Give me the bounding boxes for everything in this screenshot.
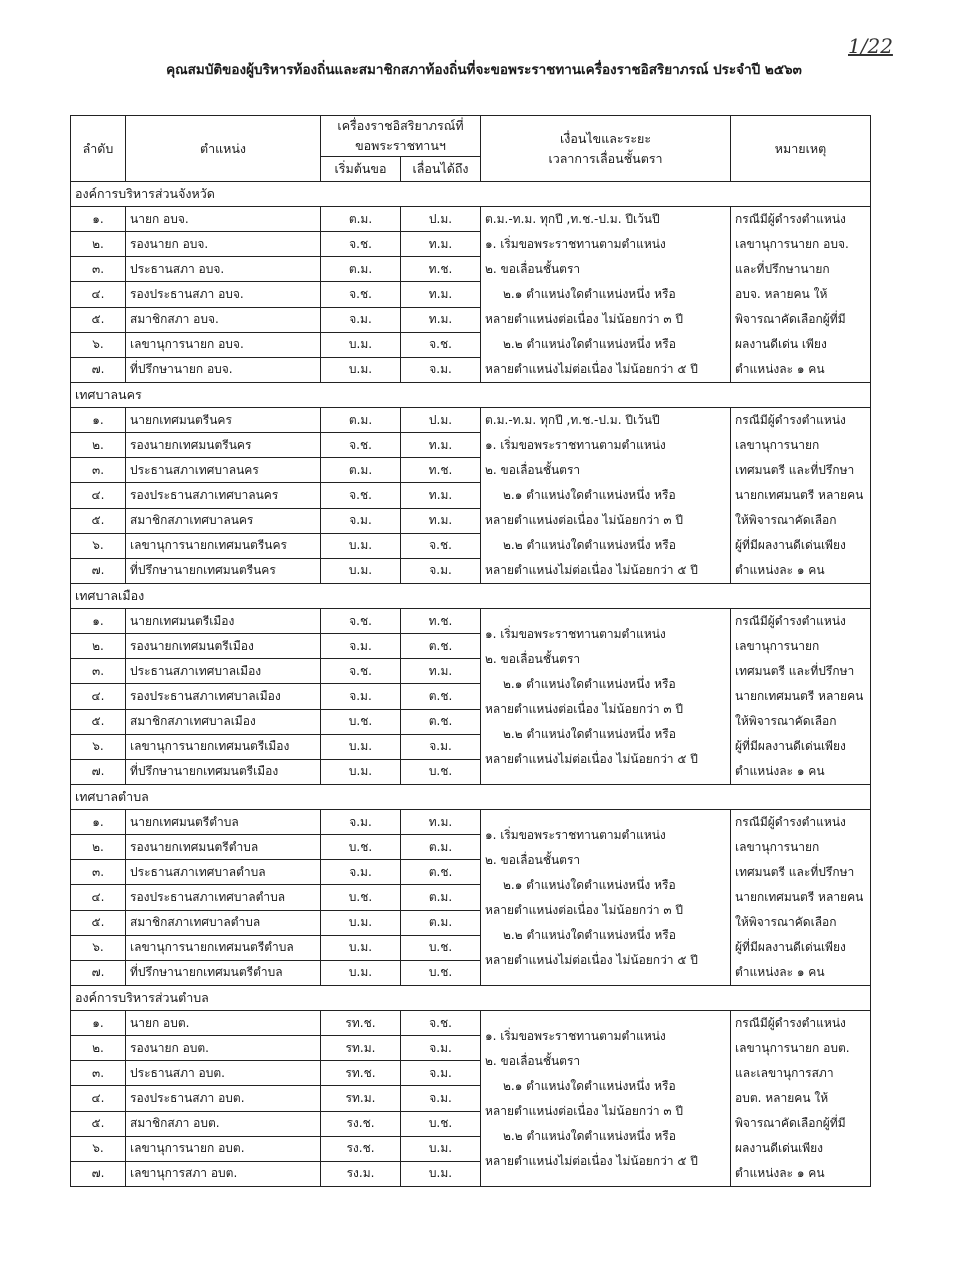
position-name: รองนายก อบจ. [126, 232, 321, 257]
row-number: ๗. [71, 759, 126, 784]
position-name: นายกเทศมนตรีเมือง [126, 609, 321, 634]
start-level: รง.ช. [321, 1111, 401, 1136]
remark-line: ผู้ที่มีผลงานดีเด่นเพียง [735, 940, 846, 954]
condition-line: ๒.๒ ตำแหน่งใดตำแหน่งหนึ่ง หรือ [503, 1128, 676, 1143]
remark-line: อบจ. หลายคน ให้ [735, 287, 828, 301]
remarks-cell [731, 810, 871, 986]
row-number: ๑. [71, 408, 126, 433]
max-level: ต.ช. [401, 684, 481, 709]
row-number: ๑. [71, 1011, 126, 1036]
condition-line: หลายตำแหน่งไม่ต่อเนื่อง ไม่น้อยกว่า ๕ ปี [485, 1153, 698, 1168]
max-level: ต.ม. [401, 885, 481, 910]
condition-line: ๑. เริ่มขอพระราชทานตามตำแหน่ง [485, 626, 666, 641]
remark-line: กรณีมีผู้ดำรงตำแหน่ง [735, 212, 846, 226]
start-level: บ.ม. [321, 533, 401, 558]
start-level: จ.ช. [321, 282, 401, 307]
row-number: ๒. [71, 835, 126, 860]
position-name: เลขานุการสภา อบต. [126, 1161, 321, 1186]
row-number: ๑. [71, 207, 126, 232]
position-name: ประธานสภาเทศบาลนคร [126, 458, 321, 483]
start-level: จ.ช. [321, 232, 401, 257]
remark-line: นายกเทศมนตรี หลายคน [735, 488, 864, 502]
max-level: ป.ม. [401, 408, 481, 433]
table-row [71, 408, 871, 433]
row-number: ๒. [71, 232, 126, 257]
position-name: เลขานุการนายก อบจ. [126, 332, 321, 357]
start-level: ต.ม. [321, 408, 401, 433]
max-level: จ.ม. [401, 357, 481, 382]
row-number: ๗. [71, 558, 126, 583]
row-number: ๔. [71, 684, 126, 709]
conditions-cell [481, 609, 731, 785]
start-level: รง.ม. [321, 1161, 401, 1186]
row-number: ๖. [71, 533, 126, 558]
remark-line: ตำแหน่งละ ๑ คน [735, 362, 825, 376]
header-decoration [321, 116, 481, 157]
condition-line: ต.ม.-ท.ม. ทุกปี ,ท.ช.-ป.ม. ปีเว้นปี [485, 413, 660, 427]
header-conditions-line2: เวลาการเลื่อนชั้นตรา [548, 150, 663, 166]
position-name: ที่ปรึกษานายกเทศมนตรีเมือง [126, 759, 321, 784]
position-name: ที่ปรึกษานายก อบจ. [126, 357, 321, 382]
header-order: ลำดับ [71, 116, 126, 182]
row-number: ๓. [71, 1061, 126, 1086]
condition-line: หลายตำแหน่งไม่ต่อเนื่อง ไม่น้อยกว่า ๕ ปี [485, 362, 698, 376]
remark-line: ตำแหน่งละ ๑ คน [735, 563, 825, 577]
position-name: รองนายกเทศมนตรีตำบล [126, 835, 321, 860]
remark-line: เลขานุการนายก อบจ. [735, 237, 849, 251]
max-level: ท.ม. [401, 810, 481, 835]
position-name: สมาชิกสภาเทศบาลเมือง [126, 709, 321, 734]
max-level: ต.ช. [401, 634, 481, 659]
remark-line: อบต. หลายคน ให้ [735, 1091, 829, 1105]
remark-line: ให้พิจารณาคัดเลือก [735, 714, 837, 728]
remark-line: เทศมนตรี และที่ปรึกษา [735, 865, 855, 879]
section-title: เทศบาลตำบล [71, 785, 871, 810]
position-name: ประธานสภาเทศบาลเมือง [126, 659, 321, 684]
row-number: ๔. [71, 282, 126, 307]
header-remarks: หมายเหตุ [731, 116, 871, 182]
condition-line: ๒.๑ ตำแหน่งใดตำแหน่งหนึ่ง หรือ [503, 287, 676, 301]
remarks-cell [731, 408, 871, 584]
row-number: ๔. [71, 1086, 126, 1111]
condition-line: หลายตำแหน่งไม่ต่อเนื่อง ไม่น้อยกว่า ๕ ปี [485, 563, 698, 577]
max-level: บ.ช. [401, 935, 481, 960]
section-title: เทศบาลนคร [71, 383, 871, 408]
position-name: เลขานุการนายกเทศมนตรีเมือง [126, 734, 321, 759]
row-number: ๗. [71, 960, 126, 985]
section-row [71, 785, 871, 810]
table-row [71, 207, 871, 232]
max-level: บ.ม. [401, 1161, 481, 1186]
condition-line: ๒.๑ ตำแหน่งใดตำแหน่งหนึ่ง หรือ [503, 877, 676, 892]
position-name: รองประธานสภาเทศบาลตำบล [126, 885, 321, 910]
remarks-cell [731, 609, 871, 785]
condition-line: หลายตำแหน่งไม่ต่อเนื่อง ไม่น้อยกว่า ๕ ปี [485, 751, 698, 766]
start-level: จ.ม. [321, 684, 401, 709]
max-level: จ.ม. [401, 558, 481, 583]
start-level: รท.ช. [321, 1011, 401, 1036]
remark-line: กรณีมีผู้ดำรงตำแหน่ง [735, 815, 846, 829]
max-level: บ.ช. [401, 1111, 481, 1136]
row-number: ๕. [71, 709, 126, 734]
max-level: จ.ม. [401, 1036, 481, 1061]
max-level: จ.ช. [401, 1011, 481, 1036]
table-row [71, 1011, 871, 1036]
table-row [71, 609, 871, 634]
condition-line: หลายตำแหน่งต่อเนื่อง ไม่น้อยกว่า ๓ ปี [485, 1103, 684, 1118]
start-level: จ.ม. [321, 508, 401, 533]
start-level: จ.ช. [321, 433, 401, 458]
start-level: ต.ม. [321, 458, 401, 483]
position-name: นายก อบจ. [126, 207, 321, 232]
start-level: บ.ม. [321, 734, 401, 759]
remark-line: เลขานุการนายก [735, 438, 820, 452]
position-name: รองนายกเทศมนตรีเมือง [126, 634, 321, 659]
row-number: ๕. [71, 1111, 126, 1136]
condition-line: ๒. ขอเลื่อนชั้นตรา [485, 262, 581, 276]
row-number: ๒. [71, 433, 126, 458]
remark-line: นายกเทศมนตรี หลายคน [735, 689, 864, 703]
start-level: รท.ม. [321, 1036, 401, 1061]
max-level: ท.ช. [401, 458, 481, 483]
condition-line: ๑. เริ่มขอพระราชทานตามตำแหน่ง [485, 438, 666, 452]
remark-line: เลขานุการนายก อบต. [735, 1041, 850, 1055]
start-level: บ.ม. [321, 960, 401, 985]
condition-line: ๒.๒ ตำแหน่งใดตำแหน่งหนึ่ง หรือ [503, 927, 676, 942]
position-name: ประธานสภา อบต. [126, 1061, 321, 1086]
conditions-cell [481, 408, 731, 584]
row-number: ๕. [71, 910, 126, 935]
condition-line: ๑. เริ่มขอพระราชทานตามตำแหน่ง [485, 237, 666, 251]
header-conditions-line1: เงื่อนไขและระยะ [559, 130, 652, 146]
position-name: เลขานุการนายก อบต. [126, 1136, 321, 1161]
row-number: ๓. [71, 458, 126, 483]
row-number: ๒. [71, 634, 126, 659]
position-name: รองประธานสภา อบจ. [126, 282, 321, 307]
position-name: สมาชิกสภา อบต. [126, 1111, 321, 1136]
section-title: องค์การบริหารส่วนตำบล [71, 986, 871, 1011]
max-level: บ.ช. [401, 960, 481, 985]
condition-line: ๒.๒ ตำแหน่งใดตำแหน่งหนึ่ง หรือ [503, 726, 676, 741]
start-level: บ.ช. [321, 885, 401, 910]
condition-line: ๒. ขอเลื่อนชั้นตรา [485, 651, 581, 666]
position-name: รองนายก อบต. [126, 1036, 321, 1061]
position-name: ประธานสภาเทศบาลตำบล [126, 860, 321, 885]
row-number: ๗. [71, 357, 126, 382]
condition-line: ๒. ขอเลื่อนชั้นตรา [485, 1053, 581, 1068]
start-level: บ.ช. [321, 709, 401, 734]
header-max-level: เลื่อนได้ถึง [401, 157, 481, 182]
remark-line: เทศมนตรี และที่ปรึกษา [735, 664, 855, 678]
header-decoration-line1: เครื่องราชอิสริยาภรณ์ที่ [337, 118, 464, 133]
row-number: ๓. [71, 860, 126, 885]
start-level: จ.ช. [321, 483, 401, 508]
start-level: บ.ม. [321, 935, 401, 960]
max-level: ท.ช. [401, 257, 481, 282]
row-number: ๖. [71, 1136, 126, 1161]
start-level: จ.ม. [321, 307, 401, 332]
row-number: ๗. [71, 1161, 126, 1186]
position-name: รองประธานสภาเทศบาลนคร [126, 483, 321, 508]
max-level: ป.ม. [401, 207, 481, 232]
condition-line: หลายตำแหน่งต่อเนื่อง ไม่น้อยกว่า ๓ ปี [485, 701, 684, 716]
max-level: จ.ม. [401, 734, 481, 759]
max-level: จ.ช. [401, 533, 481, 558]
conditions-cell [481, 810, 731, 986]
remark-line: และที่ปรึกษานายก [735, 262, 830, 276]
max-level: จ.ม. [401, 1061, 481, 1086]
decoration-qualification-table [70, 115, 871, 1187]
start-level: บ.ม. [321, 558, 401, 583]
section-title: เทศบาลเมือง [71, 584, 871, 609]
condition-line: หลายตำแหน่งต่อเนื่อง ไม่น้อยกว่า ๓ ปี [485, 902, 684, 917]
row-number: ๓. [71, 659, 126, 684]
condition-line: หลายตำแหน่งต่อเนื่อง ไม่น้อยกว่า ๓ ปี [485, 513, 684, 527]
max-level: ต.ช. [401, 860, 481, 885]
condition-line: ๒. ขอเลื่อนชั้นตรา [485, 463, 581, 477]
conditions-cell [481, 207, 731, 383]
remark-line: พิจารณาคัดเลือกผู้ที่มี [735, 312, 846, 326]
condition-line: ๒.๑ ตำแหน่งใดตำแหน่งหนึ่ง หรือ [503, 488, 676, 502]
remark-line: ให้พิจารณาคัดเลือก [735, 915, 837, 929]
start-level: บ.ช. [321, 835, 401, 860]
remark-line: เลขานุการนายก [735, 840, 820, 854]
position-name: ที่ปรึกษานายกเทศมนตรีตำบล [126, 960, 321, 985]
remarks-cell [731, 1011, 871, 1187]
row-number: ๔. [71, 483, 126, 508]
start-level: จ.ม. [321, 634, 401, 659]
remark-line: เทศมนตรี และที่ปรึกษา [735, 463, 855, 477]
start-level: จ.ม. [321, 810, 401, 835]
conditions-cell [481, 1011, 731, 1187]
position-name: รองประธานสภา อบต. [126, 1086, 321, 1111]
remark-line: ผู้ที่มีผลงานดีเด่นเพียง [735, 739, 846, 753]
start-level: รท.ม. [321, 1086, 401, 1111]
start-level: จ.ม. [321, 860, 401, 885]
position-name: นายกเทศมนตรีนคร [126, 408, 321, 433]
table-row [71, 810, 871, 835]
max-level: จ.ม. [401, 1086, 481, 1111]
condition-line: ต.ม.-ท.ม. ทุกปี ,ท.ช.-ป.ม. ปีเว้นปี [485, 212, 660, 226]
condition-line: ๒.๑ ตำแหน่งใดตำแหน่งหนึ่ง หรือ [503, 676, 676, 691]
remarks-cell [731, 207, 871, 383]
remark-line: นายกเทศมนตรี หลายคน [735, 890, 864, 904]
max-level: ท.ช. [401, 609, 481, 634]
remark-line: ให้พิจารณาคัดเลือก [735, 513, 837, 527]
condition-line: หลายตำแหน่งไม่ต่อเนื่อง ไม่น้อยกว่า ๕ ปี [485, 952, 698, 967]
max-level: ท.ม. [401, 483, 481, 508]
remark-line: ผลงานดีเด่นเพียง [735, 1141, 823, 1155]
position-name: รองนายกเทศมนตรีนคร [126, 433, 321, 458]
remark-line: ผลงานดีเด่น เพียง [735, 337, 827, 351]
section-row [71, 182, 871, 207]
position-name: ที่ปรึกษานายกเทศมนตรีนคร [126, 558, 321, 583]
position-name: สมาชิกสภาเทศบาลนคร [126, 508, 321, 533]
max-level: ท.ม. [401, 659, 481, 684]
row-number: ๕. [71, 307, 126, 332]
condition-line: ๑. เริ่มขอพระราชทานตามตำแหน่ง [485, 1028, 666, 1043]
row-number: ๖. [71, 734, 126, 759]
condition-line: ๑. เริ่มขอพระราชทานตามตำแหน่ง [485, 827, 666, 842]
row-number: ๖. [71, 332, 126, 357]
row-number: ๒. [71, 1036, 126, 1061]
max-level: ท.ม. [401, 282, 481, 307]
position-name: สมาชิกสภา อบจ. [126, 307, 321, 332]
row-number: ๔. [71, 885, 126, 910]
remark-line: ตำแหน่งละ ๑ คน [735, 965, 825, 979]
row-number: ๑. [71, 609, 126, 634]
condition-line: ๒.๑ ตำแหน่งใดตำแหน่งหนึ่ง หรือ [503, 1078, 676, 1093]
section-row [71, 383, 871, 408]
max-level: บ.ม. [401, 1136, 481, 1161]
remark-line: ตำแหน่งละ ๑ คน [735, 764, 825, 778]
max-level: ท.ม. [401, 232, 481, 257]
start-level: จ.ช. [321, 659, 401, 684]
remark-line: ตำแหน่งละ ๑ คน [735, 1166, 825, 1180]
remark-line: ผู้ที่มีผลงานดีเด่นเพียง [735, 538, 846, 552]
section-title: องค์การบริหารส่วนจังหวัด [71, 182, 871, 207]
section-row [71, 986, 871, 1011]
max-level: ท.ม. [401, 433, 481, 458]
remark-line: กรณีมีผู้ดำรงตำแหน่ง [735, 614, 846, 628]
remark-line: และเลขานุการสภา [735, 1066, 834, 1080]
max-level: ต.ม. [401, 835, 481, 860]
condition-line: ๒.๒ ตำแหน่งใดตำแหน่งหนึ่ง หรือ [503, 337, 676, 351]
condition-line: หลายตำแหน่งต่อเนื่อง ไม่น้อยกว่า ๓ ปี [485, 312, 684, 326]
row-number: ๑. [71, 810, 126, 835]
max-level: ท.ม. [401, 508, 481, 533]
row-number: ๓. [71, 257, 126, 282]
start-level: ต.ม. [321, 257, 401, 282]
max-level: ต.ช. [401, 709, 481, 734]
start-level: บ.ม. [321, 910, 401, 935]
start-level: ต.ม. [321, 207, 401, 232]
start-level: บ.ม. [321, 759, 401, 784]
header-start-level: เริ่มต้นขอ [321, 157, 401, 182]
section-row [71, 584, 871, 609]
position-name: เลขานุการนายกเทศมนตรีตำบล [126, 935, 321, 960]
max-level: บ.ช. [401, 759, 481, 784]
position-name: เลขานุการนายกเทศมนตรีนคร [126, 533, 321, 558]
table-body [71, 182, 871, 1187]
row-number: ๕. [71, 508, 126, 533]
position-name: สมาชิกสภาเทศบาลตำบล [126, 910, 321, 935]
max-level: จ.ช. [401, 332, 481, 357]
start-level: บ.ม. [321, 332, 401, 357]
max-level: ท.ม. [401, 307, 481, 332]
remark-line: กรณีมีผู้ดำรงตำแหน่ง [735, 413, 846, 427]
condition-line: ๒.๒ ตำแหน่งใดตำแหน่งหนึ่ง หรือ [503, 538, 676, 552]
position-name: นายกเทศมนตรีตำบล [126, 810, 321, 835]
row-number: ๖. [71, 935, 126, 960]
remark-line: กรณีมีผู้ดำรงตำแหน่ง [735, 1016, 846, 1030]
position-name: ประธานสภา อบจ. [126, 257, 321, 282]
position-name: นายก อบต. [126, 1011, 321, 1036]
start-level: จ.ช. [321, 609, 401, 634]
start-level: รง.ช. [321, 1136, 401, 1161]
remark-line: เลขานุการนายก [735, 639, 820, 653]
position-name: รองประธานสภาเทศบาลเมือง [126, 684, 321, 709]
start-level: รท.ช. [321, 1061, 401, 1086]
start-level: บ.ม. [321, 357, 401, 382]
header-position: ตำแหน่ง [126, 116, 321, 182]
page-number: 1/22 [848, 34, 893, 58]
condition-line: ๒. ขอเลื่อนชั้นตรา [485, 852, 581, 867]
max-level: ต.ม. [401, 910, 481, 935]
remark-line: พิจารณาคัดเลือกผู้ที่มี [735, 1116, 846, 1130]
document-title: คุณสมบัติของผู้บริหารท้องถิ่นและสมาชิกสภาท้องถิ่นที่จะขอพระราชทานเครื่องราชอิสริยาภรณ์ ประจำปี ๒๕๖๓ [166, 62, 802, 78]
header-decoration-line2: ขอพระราชทานฯ [355, 138, 446, 153]
header-conditions [481, 116, 731, 182]
